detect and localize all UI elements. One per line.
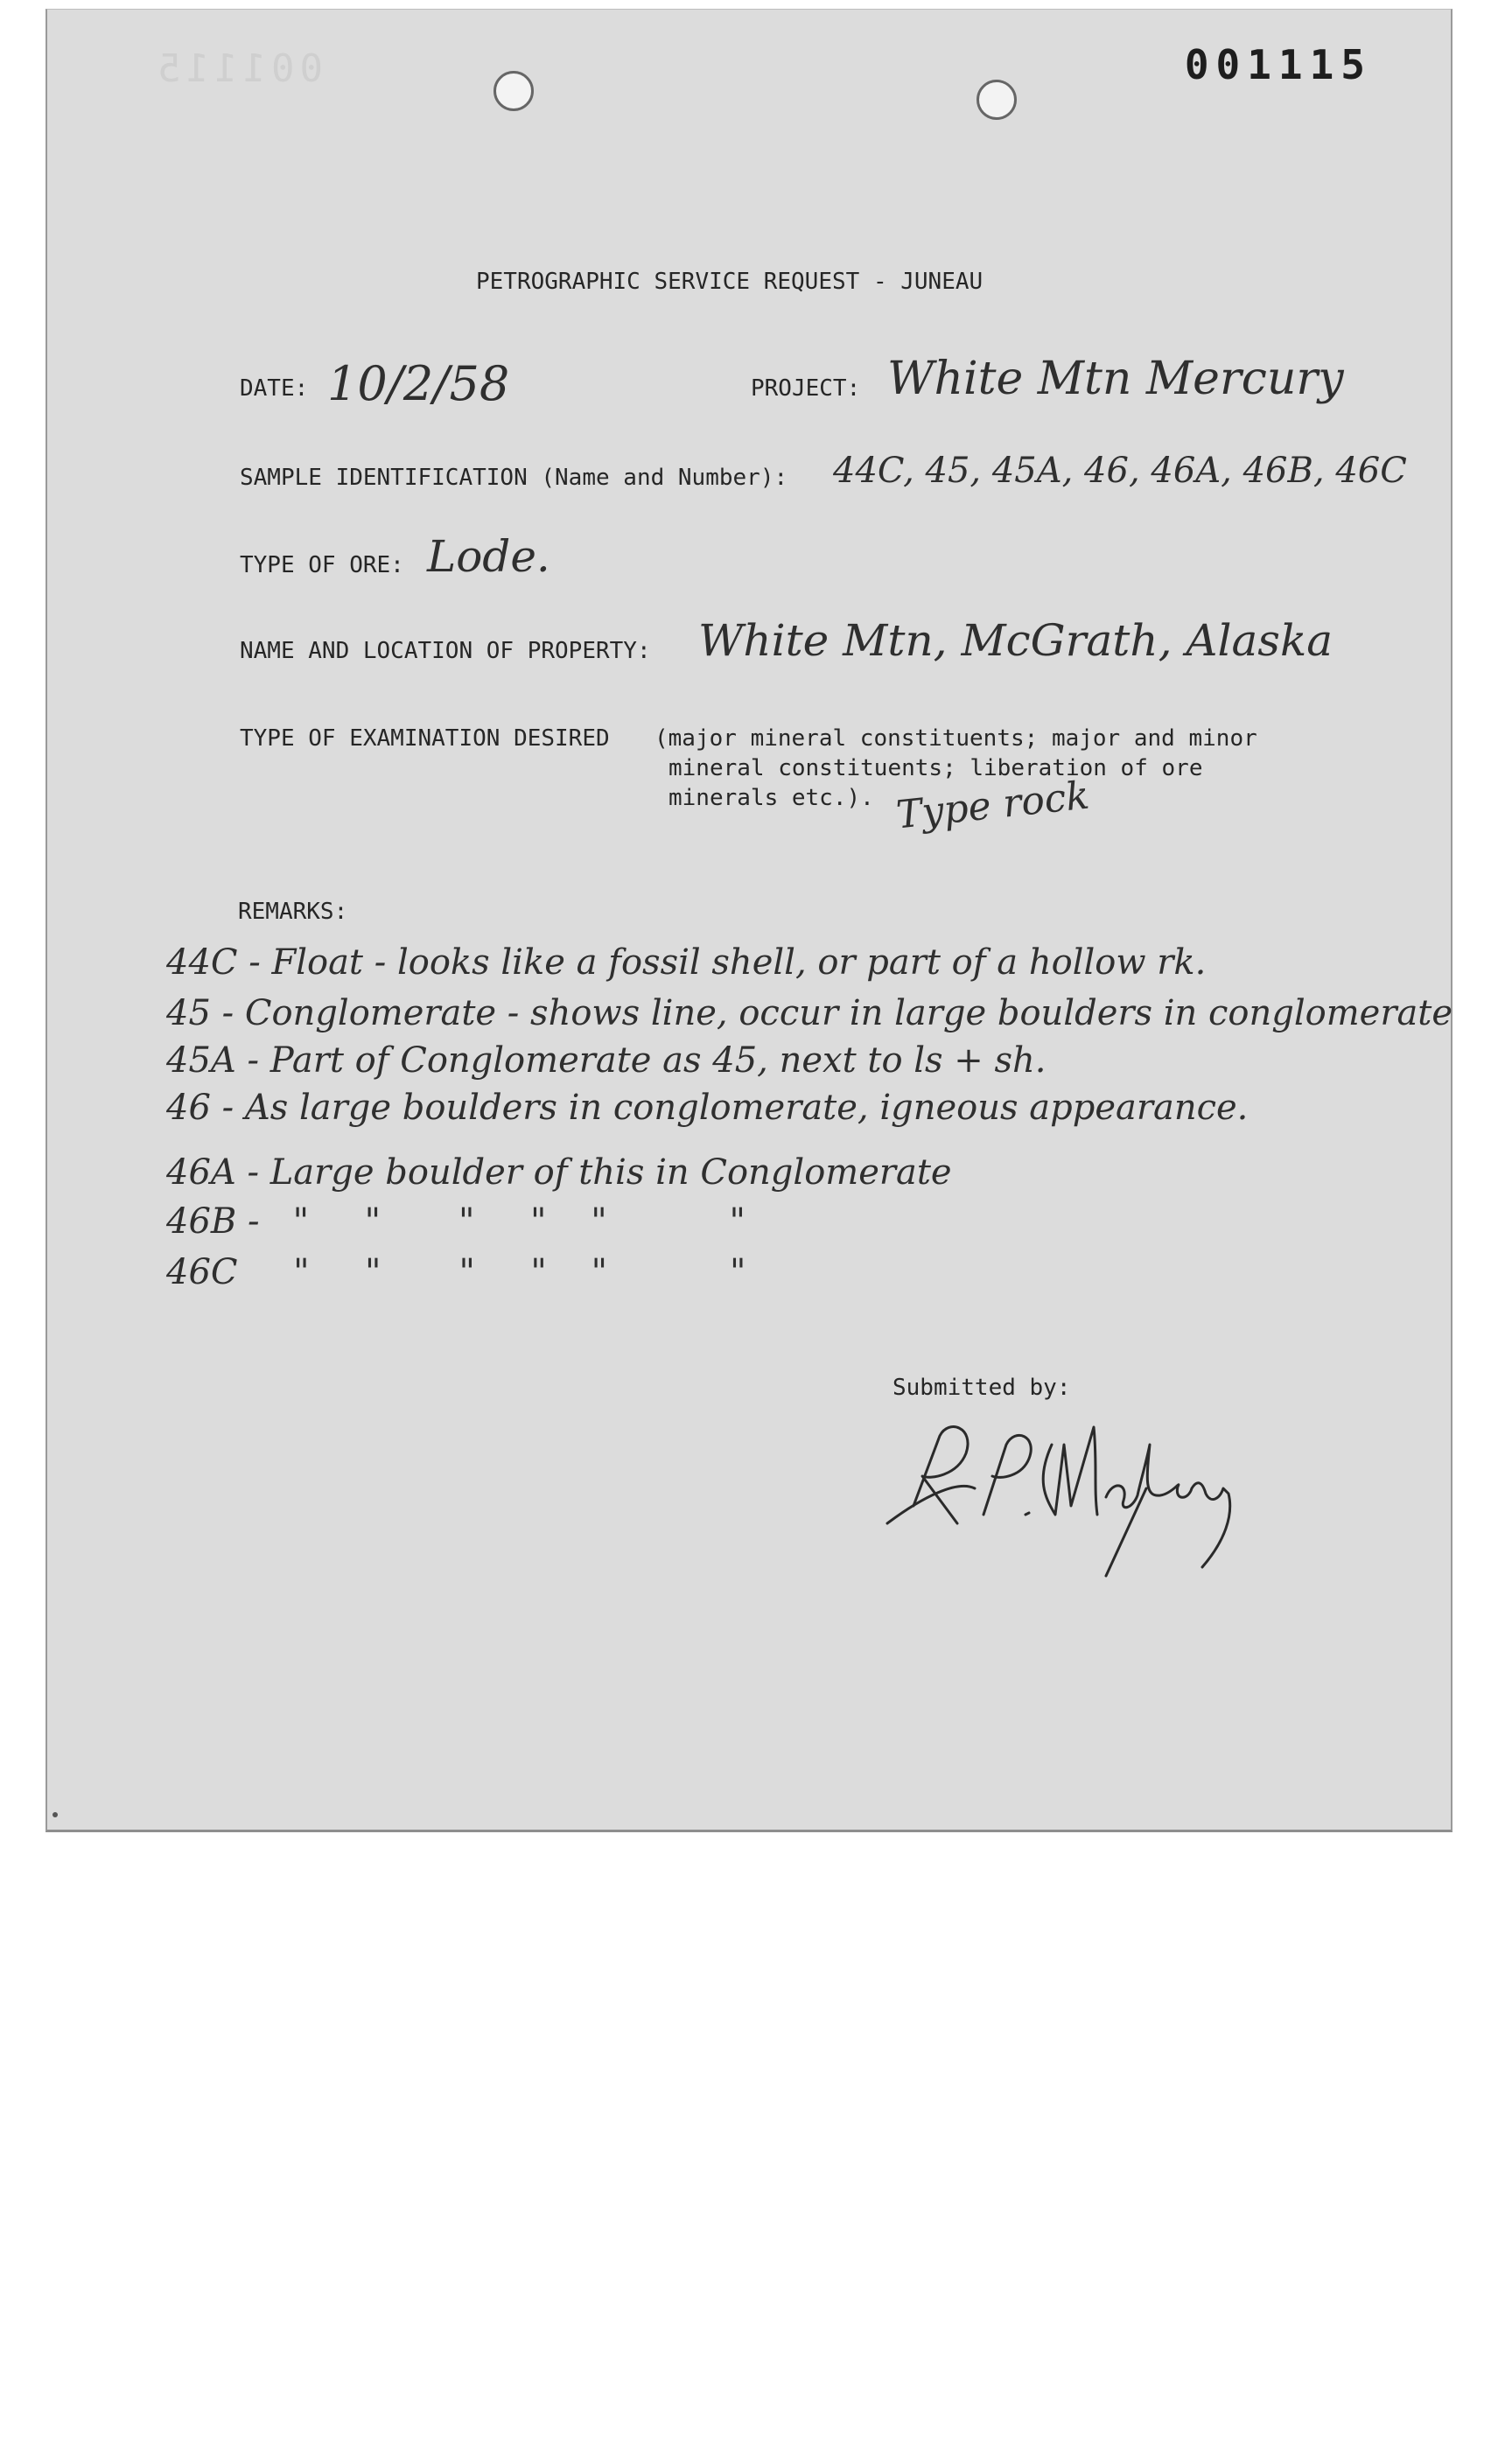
edge-mark (52, 1812, 58, 1817)
bleed-through-number: 001115 (152, 46, 323, 91)
exam-desc-3: minerals etc.). (668, 785, 874, 811)
document-page (46, 9, 1452, 1832)
remark-line: 46A - Large boulder of this in Conglomerate (166, 1152, 952, 1193)
ore-value: Lode. (427, 531, 550, 582)
property-value: White Mtn, McGrath, Alaska (698, 615, 1334, 666)
project-label: PROJECT: (751, 375, 861, 402)
date-label: DATE: (240, 375, 309, 402)
document-number: 001115 (1184, 41, 1372, 88)
sample-value: 44C, 45, 45A, 46, 46A, 46B, 46C (833, 451, 1407, 491)
project-value: White Mtn Mercury (887, 353, 1344, 405)
remark-line: 45 - Conglomerate - shows line, occur in large boulders in conglomerate (166, 993, 1453, 1033)
exam-desc-2: mineral constituents; liberation of ore (668, 755, 1203, 781)
sample-label: SAMPLE IDENTIFICATION (Name and Number): (240, 465, 788, 491)
remark-line: 46C " " " " " " (166, 1252, 746, 1292)
exam-label: TYPE OF EXAMINATION DESIRED (240, 725, 610, 752)
remark-line: 45A - Part of Conglomerate as 45, next to ls + sh. (166, 1040, 1046, 1081)
remark-line: 44C - Float - looks like a fossil shell, or part of a hollow rk. (166, 942, 1207, 983)
property-label: NAME AND LOCATION OF PROPERTY: (240, 638, 651, 664)
exam-value: Type rock (893, 773, 1092, 838)
remark-line: 46 - As large boulders in conglomerate, igneous appearance. (166, 1088, 1249, 1128)
exam-desc-1: (major mineral constituents; major and minor (654, 725, 1257, 752)
submitted-label: Submitted by: (892, 1375, 1071, 1401)
signature-image (835, 1392, 1290, 1585)
date-value: 10/2/58 (327, 356, 510, 411)
punch-hole-right (976, 80, 1017, 120)
punch-hole-left (494, 71, 534, 111)
ore-label: TYPE OF ORE: (240, 552, 404, 578)
remarks-label: REMARKS: (238, 899, 348, 925)
remark-line: 46B - " " " " " " (166, 1201, 746, 1242)
page-title: PETROGRAPHIC SERVICE REQUEST - JUNEAU (476, 269, 984, 295)
